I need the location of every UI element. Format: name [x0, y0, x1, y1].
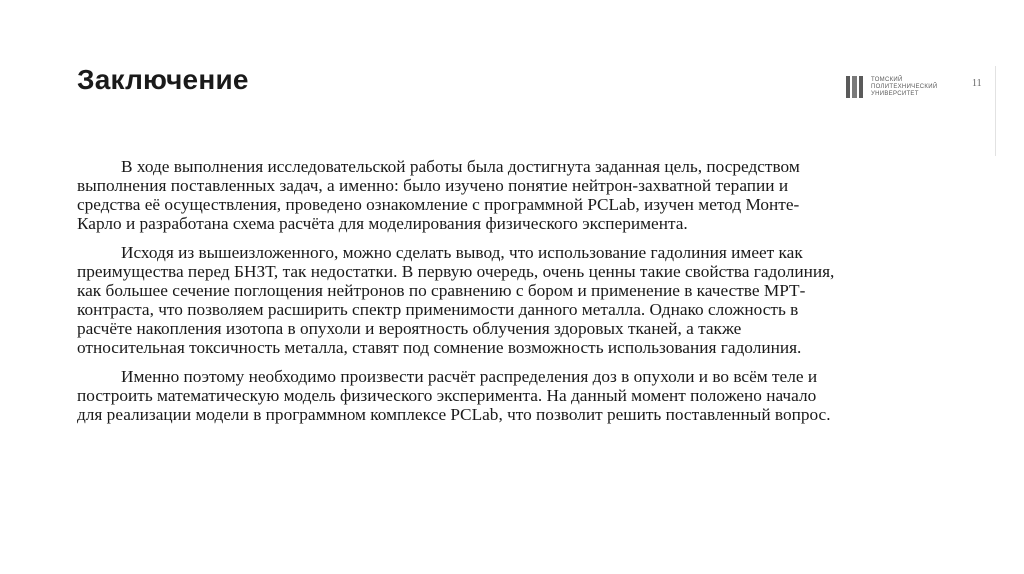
page-number: 11: [972, 78, 982, 89]
logo-text: [871, 77, 937, 98]
university-logo: [846, 74, 938, 100]
paragraph: Исходя из вышеизложенного, можно сделать вывод, что использование гадолиния имеет как преимущества перед БНЗТ, так недостатки. В первую очередь, очень ценны такие свойства гадолиния, как большее сечение поглощения нейтронов по сравнению с бором и применение в качестве МРТ-контраста, что позволяем расширить спектр применимости данного металла. Однако сложность в расчёте накопления изотопа в опухоли и вероятность облучения здоровых тканей, а также относительная токсичность металла, ставят под сомнение возможность использования гадолиния.: [77, 243, 835, 357]
logo-text-line: ТОМСКИЙ: [871, 76, 903, 83]
slide-title: Заключение: [77, 64, 249, 95]
body-text: [77, 157, 839, 434]
divider: [995, 66, 996, 156]
logo-text-line: УНИВЕРСИТЕТ: [871, 90, 919, 97]
paragraph: Именно поэтому необходимо произвести расчёт распределения доз в опухоли и во всём теле и построить математическую модель физического эксперимента. На данный момент положено начало для реализации модели в программном комплексе PCLab, что позволит решить поставленный вопрос.: [77, 367, 831, 424]
logo-text-line: ПОЛИТЕХНИЧЕСКИЙ: [871, 83, 938, 90]
paragraph: В ходе выполнения исследовательской работы была достигнута заданная цель, посредством выполнения поставленных задач, а именно: было изучено понятие нейтрон-захватной терапии и средства её осуществления, проведено ознакомление с программной PCLab, изучен метод Монте-Карло и разработана схема расчёта для моделирования физического эксперимента.: [77, 157, 800, 233]
tpu-logo-icon: [846, 76, 866, 98]
